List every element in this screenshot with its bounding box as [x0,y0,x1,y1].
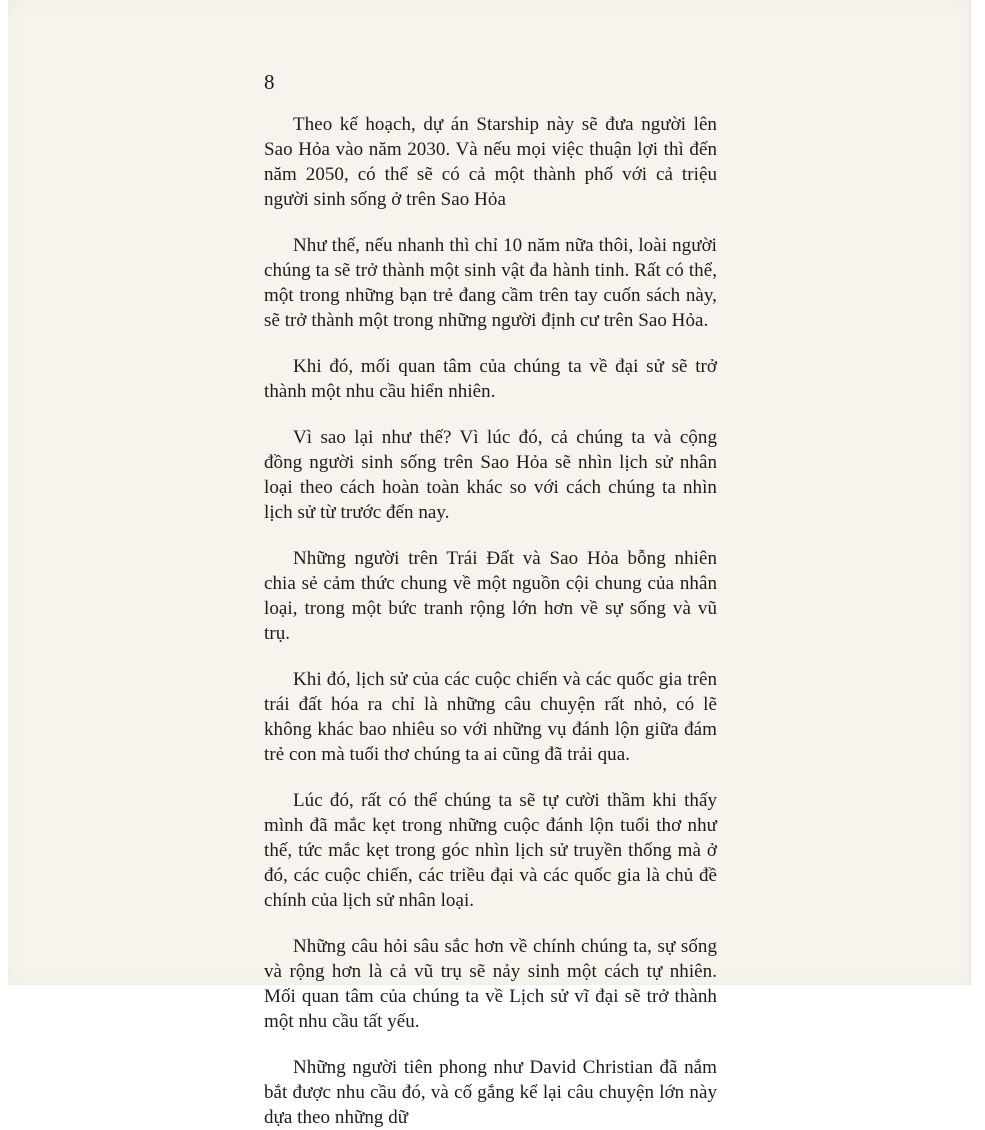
paragraph-5: Những người trên Trái Đất và Sao Hỏa bỗng nhiên chia sẻ cảm thức chung về một nguồn cội chung của nhân loại, trong một bức tranh rộng lớn hơn về sự sống và vũ trụ. [264,548,717,644]
paragraph-8: Những câu hỏi sâu sắc hơn về chính chúng ta, sự sống và rộng hơn là cả vũ trụ sẽ nảy sinh một cách tự nhiên. Mối quan tâm của chúng ta về Lịch sử vĩ đại sẽ trở thành một nhu cầu tất yếu. [264,936,717,1032]
paragraph-4: Vì sao lại như thế? Vì lúc đó, cả chúng ta và cộng đồng người sinh sống trên Sao Hỏa sẽ nhìn lịch sử nhân loại theo cách hoàn toàn khác so với cách chúng ta nhìn lịch sử từ trước đến nay. [264,427,717,523]
body-text [264,112,717,1130]
paragraph-6: Khi đó, lịch sử của các cuộc chiến và các quốc gia trên trái đất hóa ra chỉ là những câu chuyện rất nhỏ, có lẽ không khác bao nhiêu so với những vụ đánh lộn giữa đám trẻ con mà tuổi thơ chúng ta ai cũng đã trải qua. [264,669,717,765]
paragraph-3: Khi đó, mối quan tâm của chúng ta về đại sử sẽ trở thành một nhu cầu hiển nhiên. [264,356,717,402]
page-number: 8 [264,70,275,94]
paragraph-1: Theo kế hoạch, dự án Starship này sẽ đưa người lên Sao Hỏa vào năm 2030. Và nếu mọi việc thuận lợi thì đến năm 2050, có thể sẽ có cả một thành phố với cả triệu người sinh sống ở trên Sao Hỏa [264,114,717,210]
paragraph-7: Lúc đó, rất có thể chúng ta sẽ tự cười thầm khi thấy mình đã mắc kẹt trong những cuộc đánh lộn tuổi thơ như thế, tức mắc kẹt trong góc nhìn lịch sử truyền thống mà ở đó, các cuộc chiến, các triều đại và các quốc gia là chủ đề chính của lịch sử nhân loại. [264,790,717,911]
book-page [8,0,971,1128]
paragraph-2: Như thế, nếu nhanh thì chỉ 10 năm nữa thôi, loài người chúng ta sẽ trở thành một sinh vật đa hành tinh. Rất có thể, một trong những bạn trẻ đang cầm trên tay cuốn sách này, sẽ trở thành một trong những người định cư trên Sao Hỏa. [264,235,717,331]
paragraph-9: Những người tiên phong như David Christian đã nắm bắt được nhu cầu đó, và cố gắng kể lại câu chuyện lớn này dựa theo những dữ [264,1057,717,1128]
